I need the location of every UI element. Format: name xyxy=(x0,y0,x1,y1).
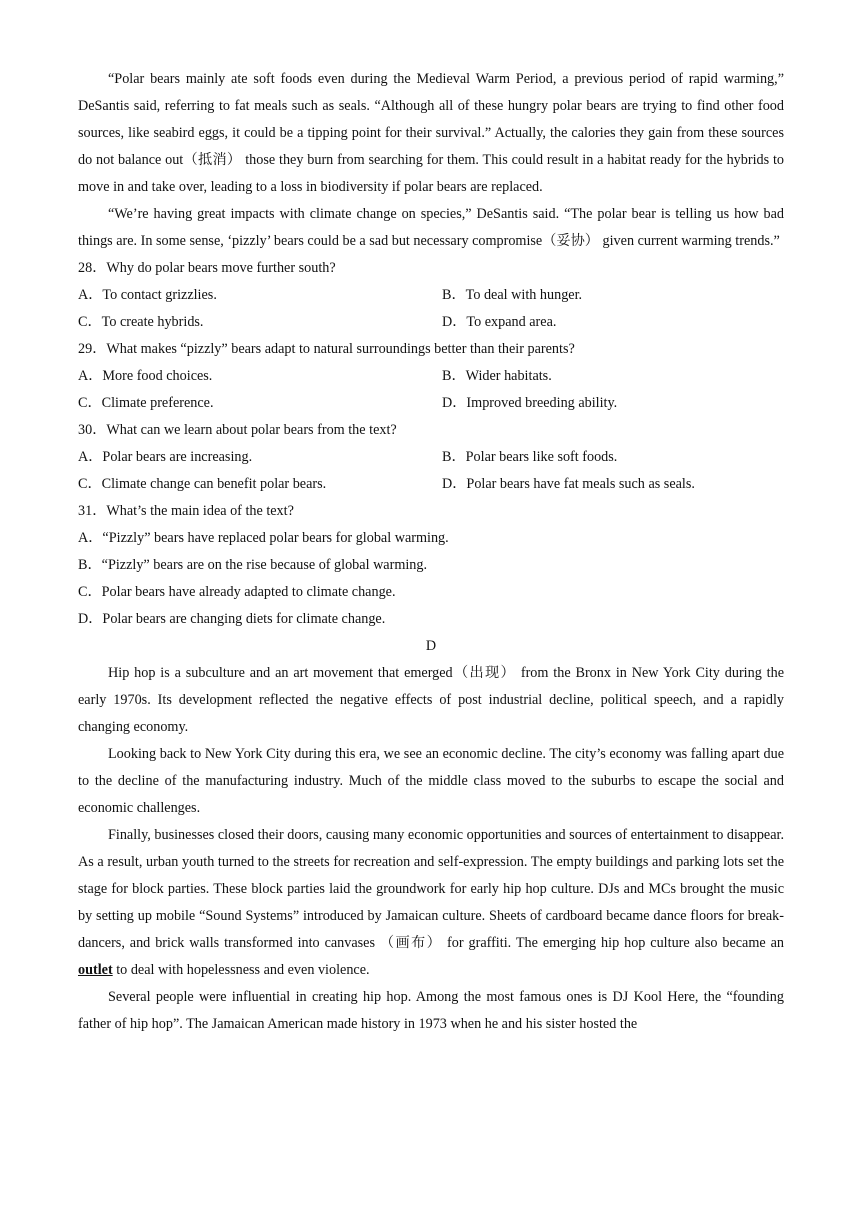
option-b: B．To deal with hunger. xyxy=(442,287,583,303)
paragraph-text: Finally, businesses closed their doors, causing many economic opportunities and sources of entertainment to disappear. As a result, urban youth turned to the streets for recreation and self-expression. The empty buildings and parking lots set the stage for block parties. These block parties laid the groundwork for early hip hop culture. DJs and MCs brought the music by setting up mobile “Sound Systems” introduced by Jamaican culture. Sheets of cardboard became dance floors for break-dancers, and brick walls transformed into canvases （画布） for graffiti. The emerging hip hop culture also became an xyxy=(78,827,784,951)
option-d: D．Improved breeding ability. xyxy=(442,395,618,411)
option-row xyxy=(78,471,784,498)
option-row xyxy=(78,363,784,390)
option-row xyxy=(78,309,784,336)
question-28 xyxy=(78,255,784,336)
question-stem: 29．What makes “pizzly” bears adapt to natural surroundings better than their parents? xyxy=(78,341,575,357)
passage-d-heading: D xyxy=(425,638,437,654)
option-c: C．Polar bears have already adapted to climate change. xyxy=(78,584,396,600)
passage-c-paragraph: “We’re having great impacts with climate change on species,” DeSantis said. “The polar bear is telling us how bad things are. In some sense, ‘pizzly’ bears could be a sad but necessary compromise（妥协） given current warming trends.” xyxy=(78,206,784,249)
option-a: A．To contact grizzlies. xyxy=(78,287,217,303)
passage-c-paragraph: “Polar bears mainly ate soft foods even during the Medieval Warm Period, a previous period of rapid warming,” DeSantis said, referring to fat meals such as seals. “Although all of these hungry polar bears are trying to find other food sources, like seabird eggs, it could be a tipping point for their survival.” Actually, the calories they gain from these sources do not balance out（抵消） those they burn from searching for them. This could result in a habitat ready for the hybrids to move in and take over, leading to a loss in biodiversity if polar bears are replaced. xyxy=(78,71,784,195)
option-c: C．Climate change can benefit polar bears. xyxy=(78,476,327,492)
question-29 xyxy=(78,336,784,417)
option-a: A．Polar bears are increasing. xyxy=(78,449,253,465)
underlined-word: outlet xyxy=(78,962,113,978)
option-d: D．Polar bears have fat meals such as seals. xyxy=(442,476,695,492)
option-row xyxy=(78,444,784,471)
option-c: C．To create hybrids. xyxy=(78,314,204,330)
option-d: D．To expand area. xyxy=(442,314,557,330)
question-31 xyxy=(78,498,784,633)
option-row xyxy=(78,282,784,309)
option-row xyxy=(78,390,784,417)
option-a: A．“Pizzly” bears have replaced polar bears for global warming. xyxy=(78,530,449,546)
question-stem: 30．What can we learn about polar bears from the text? xyxy=(78,422,397,438)
question-stem: 28．Why do polar bears move further south? xyxy=(78,260,336,276)
passage-d-paragraph: Looking back to New York City during this era, we see an economic decline. The city’s economy was falling apart due to the decline of the manufacturing industry. Much of the middle class moved to the suburbs to escape the social and economic challenges. xyxy=(78,746,784,816)
option-b: B．“Pizzly” bears are on the rise because of global warming. xyxy=(78,557,428,573)
option-d: D．Polar bears are changing diets for climate change. xyxy=(78,611,386,627)
document-body xyxy=(78,66,784,1038)
option-a: A．More food choices. xyxy=(78,368,213,384)
passage-d-paragraph: Several people were influential in creating hip hop. Among the most famous ones is DJ Kool Here, the “founding father of hip hop”. The Jamaican American made history in 1973 when he and his sister hosted the xyxy=(78,989,784,1032)
passage-d-paragraph: Hip hop is a subculture and an art movement that emerged（出现） from the Bronx in New York City during the early 1970s. Its development reflected the negative effects of post industrial decline, political speech, and a rapidly changing economy. xyxy=(78,665,784,735)
question-30 xyxy=(78,417,784,498)
option-c: C．Climate preference. xyxy=(78,395,214,411)
option-b: B．Wider habitats. xyxy=(442,368,552,384)
option-b: B．Polar bears like soft foods. xyxy=(442,449,618,465)
question-stem: 31．What’s the main idea of the text? xyxy=(78,503,294,519)
passage-d-paragraph xyxy=(78,822,784,984)
paragraph-text: to deal with hopelessness and even violence. xyxy=(112,962,370,978)
